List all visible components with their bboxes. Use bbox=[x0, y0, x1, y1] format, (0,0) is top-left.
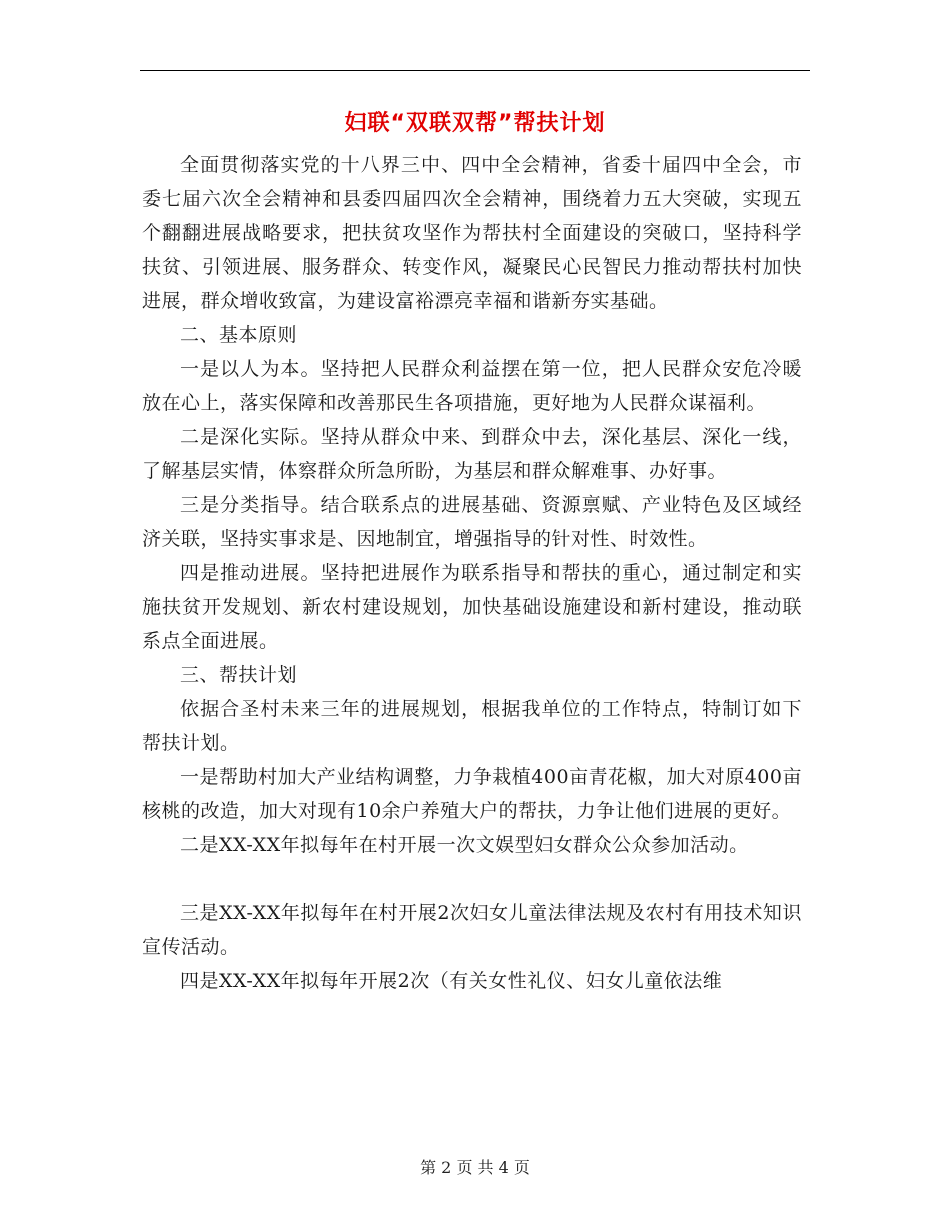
section-heading-principles: 二、基本原则 bbox=[180, 324, 298, 346]
document-title: 妇联“双联双帮”帮扶计划 bbox=[344, 111, 606, 136]
document-body bbox=[142, 148, 802, 998]
paragraph-principle-3: 三是分类指导。结合联系点的进展基础、资源禀赋、产业特色及区域经济关联，坚持实事求是、因地制宜，增强指导的针对性、时效性。 bbox=[142, 494, 802, 550]
paragraph-intro: 全面贯彻落实党的十八界三中、四中全会精神，省委十届四中全会，市委七届六次全会精神和县委四届四次全会精神，围绕着力五大突破，实现五个翻翻进展战略要求，把扶贫攻坚作为帮扶村全面建设的突破口，坚持科学扶贫、引领进展、服务群众、转变作风，凝聚民心民智民力推动帮扶村加快进展，群众增收致富，为建设富裕漂亮幸福和谐新夯实基础。 bbox=[142, 154, 802, 312]
paragraph-principle-4: 四是推动进展。坚持把进展作为联系指导和帮扶的重心，通过制定和实施扶贫开发规划、新农村建设规划，加快基础设施建设和新村建设，推动联系点全面进展。 bbox=[142, 562, 802, 652]
paragraph-principle-1: 一是以人为本。坚持把人民群众利益摆在第一位，把人民群众安危冷暖放在心上，落实保障和改善那民生各项措施，更好地为人民群众谋福利。 bbox=[142, 358, 802, 414]
header-rule bbox=[140, 70, 810, 71]
paragraph-plan-1: 一是帮助村加大产业结构调整，力争栽植400亩青花椒，加大对原400亩核桃的改造，加大对现有10余户养殖大户的帮扶，力争让他们进展的更好。 bbox=[142, 766, 802, 822]
paragraph-plan-3: 三是XX-XX年拟每年在村开展2次妇女儿童法律法规及农村有用技术知识宣传活动。 bbox=[142, 902, 802, 958]
paragraph-principle-2: 二是深化实际。坚持从群众中来、到群众中去，深化基层、深化一线，了解基层实情，体察群众所急所盼，为基层和群众解难事、办好事。 bbox=[142, 426, 802, 482]
paragraph-plan-4: 四是XX-XX年拟每年开展2次（有关女性礼仪、妇女儿童依法维 bbox=[180, 970, 723, 992]
section-heading-plan: 三、帮扶计划 bbox=[180, 664, 298, 686]
paragraph-plan-intro: 依据合圣村未来三年的进展规划，根据我单位的工作特点，特制订如下帮扶计划。 bbox=[142, 698, 802, 754]
paragraph-plan-2: 二是XX-XX年拟每年在村开展一次文娱型妇女群众公众参加活动。 bbox=[180, 834, 749, 856]
page-footer: 第 2 页 共 4 页 bbox=[420, 1158, 530, 1177]
